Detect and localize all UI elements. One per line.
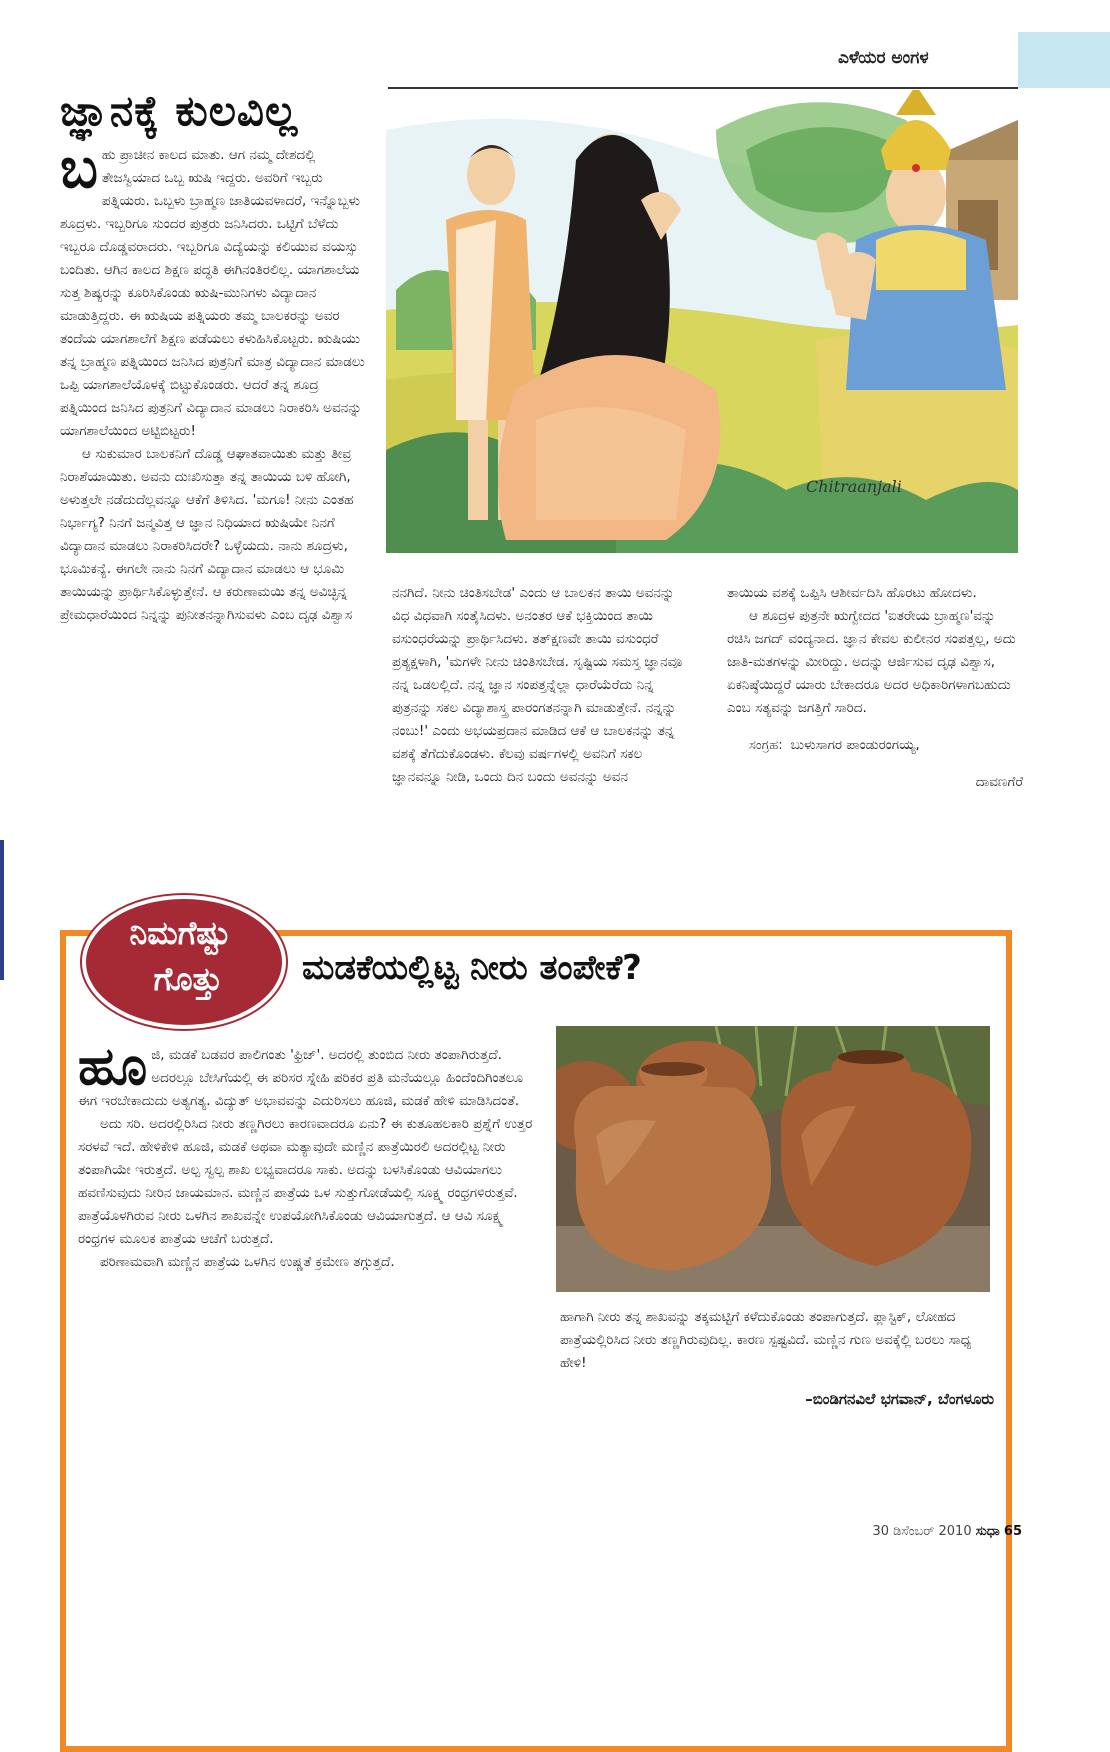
page-footer xyxy=(872,1524,1022,1539)
section-tab xyxy=(1018,32,1110,88)
story-column-2 xyxy=(392,582,696,789)
fact-paragraph: ಪರಿಣಾಮವಾಗಿ ಮಣ್ಣಿನ ಪಾತ್ರೆಯ ಒಳಗಿನ ಉಷ್ಣತೆ ಕ್ರಮೇಣ ತಗ್ಗುತ್ತದೆ. xyxy=(100,1254,395,1270)
fact-paragraph: ಹಾಗಾಗಿ ನೀರು ತನ್ನ ಶಾಖವನ್ನು ತಕ್ಕಮಟ್ಟಿಗೆ ಕಳೆದುಕೊಂಡು ತಂಪಾಗುತ್ತದೆ. ಪ್ಲಾಸ್ಟಿಕ್, ಲೋಹದ ಪಾತ್ರೆಯಲ್ಲಿರಿಸಿದ ನೀರು ತಣ್ಣಗಿರುವುದಿಲ್ಲ. ಕಾರಣ ಸ್ಪಷ್ಟವಿದೆ. ಮಣ್ಣಿನ ಗುಣ ಅವಕ್ಕೆಲ್ಲಿ ಬರಲು ಸಾಧ್ಯ ಹೇಳಿ! xyxy=(560,1309,972,1371)
credit-label: ಸಂಗ್ರಹ: xyxy=(749,738,783,753)
story-dropcap: ಬ xyxy=(60,136,98,201)
badge-line-1: ನಿಮಗೆಷ್ಟು xyxy=(129,914,231,952)
fact-column-1 xyxy=(78,1037,536,1274)
header-rule xyxy=(388,87,1018,89)
story-paragraph: ಆ ಸುಕುಮಾರ ಬಾಲಕನಿಗೆ ದೊಡ್ಡ ಆಘಾತವಾಯಿತು ಮತ್ತು ತೀವ್ರ ನಿರಾಶೆಯಾಯಿತು. ಅವನು ದುಃಖಿಸುತ್ತಾ ತನ್ನ ತಾಯಿಯ ಬಳಿ ಹೋಗಿ, ಅಳುತ್ತಲೇ ನಡೆದುದೆಲ್ಲವನ್ನೂ ಆಕೆಗೆ ತಿಳಿಸಿದ. 'ಮಗೂ! ನೀನು ಎಂತಹ ನಿರ್ಭಾಗ್ಯ? ನಿನಗೆ ಜನ್ಮವಿತ್ತ ಆ ಜ್ಞಾನ ನಿಧಿಯಾದ ಋಷಿಯೇ ನಿನಗೆ ವಿದ್ಯಾದಾನ ಮಾಡಲು ನಿರಾಕರಿಸಿದರೇ? ಒಳ್ಳೆಯದು. ನಾನು ಶೂದ್ರಳು, ಭೂಮಿಕನ್ಯೆ. ಈಗಲೇ ನಾನು ನಿನಗೆ ವಿದ್ಯಾದಾನ ಮಾಡಲು ಆ ಭೂಮಿ ತಾಯಿಯನ್ನು ಪ್ರಾರ್ಥಿಸಿಕೊಳ್ಳುತ್ತೇನೆ. ಆ ಕರುಣಾಮಯಿ ತನ್ನ ಅವಿಚ್ಛಿನ್ನ ಪ್ರೇಮಧಾರೆಯಿಂದ ನಿನ್ನನ್ನು ಪುನೀತನನ್ನಾಗಿಸುವಳು ಎಂಬ ದೃಢ ವಿಶ್ವಾಸ xyxy=(60,446,354,623)
footer-date: 30 ಡಿಸೆಂಬರ್ 2010 xyxy=(872,1524,972,1539)
story-paragraph: ತಾಯಿಯ ವಶಕ್ಕೆ ಒಪ್ಪಿಸಿ ಆಶೀರ್ವದಿಸಿ ಹೊರಟು ಹೋದಳು. xyxy=(727,585,977,601)
story-title: ಜ್ಞಾನಕ್ಕೆ ಕುಲವಿಲ್ಲ xyxy=(60,86,299,135)
fact-paragraph: ಜಿ, ಮಡಕೆ ಬಡವರ ಪಾಲಿಗಂತು 'ಫ್ರಿಜ್'. ಅದರಲ್ಲಿ ತುಂಬಿದ ನೀರು ತಂಪಾಗಿರುತ್ತದೆ. ಅದರಲ್ಲೂ ಬೇಸಿಗೆಯಲ್ಲಿ ಈ ಪರಿಸರ ಸ್ನೇಹಿ ಪರಿಕರ ಪ್ರತಿ ಮನೆಯಲ್ಲೂ ಹಿಂದೆಂದಿಗಿಂತಲೂ ಈಗ ಇರಬೇಕಾದುದು ಅತ್ಯಗತ್ಯ. ವಿದ್ಯುತ್ ಅಭಾವವನ್ನು ಎದುರಿಸಲು ಹೂಜಿ, ಮಡಕೆ ಹೇಳಿ ಮಾಡಿಸಿದಂತೆ. xyxy=(78,1047,524,1109)
footer-page-number: 65 xyxy=(1003,1524,1022,1539)
fact-paragraph: ಅದು ಸರಿ. ಅದರಲ್ಲಿರಿಸಿದ ನೀರು ತಣ್ಣಗಿರಲು ಕಾರಣವಾದರೂ ಏನು? ಈ ಕುತೂಹಲಕಾರಿ ಪ್ರಶ್ನೆಗೆ ಉತ್ತರ ಸರಳವೆ ಇದೆ. ಹೇಳಿಕೇಳಿ ಹೂಜಿ, ಮಡಕೆ ಅಥವಾ ಮತ್ಯಾವುದೇ ಮಣ್ಣಿನ ಪಾತ್ರೆಯಿರಲಿ ಅದರಲ್ಲಿಟ್ಟ ನೀರು ತಂಪಾಗಿಯೇ ಇರುತ್ತದೆ. ಅಲ್ಪ ಸ್ವಲ್ಪ ಶಾಖ ಲಭ್ಯವಾದರೂ ಸಾಕು. ಅದನ್ನು ಬಳಸಿಕೊಂಡು ಆವಿಯಾಗಲು ಹವಣಿಸುವುದು ನೀರಿನ ಜಾಯಮಾನ. ಮಣ್ಣಿನ ಪಾತ್ರೆಯ ಒಳ ಸುತ್ತುಗೋಡೆಯಲ್ಲಿ ಸೂಕ್ಷ್ಮ ರಂಧ್ರಗಳಿರುತ್ತವೆ. ಪಾತ್ರೆಯೊಳಗಿರುವ ನೀರು ಒಳಗಿನ ಶಾಖವನ್ನೇ ಉಪಯೋಗಿಸಿಕೊಂಡು ಆವಿಯಾಗುತ್ತದೆ. ಆ ಆವಿ ಸೂಕ್ಷ್ಮ ರಂಧ್ರಗಳ ಮೂಲಕ ಪಾತ್ರೆಯ ಆಚೆಗೆ ಬರುತ್ತದೆ. xyxy=(78,1116,533,1247)
story-illustration xyxy=(386,90,1018,553)
story-paragraph: ನನಗಿದೆ. ನೀನು ಚಿಂತಿಸಬೇಡ' ಎಂದು ಆ ಬಾಲಕನ ತಾಯಿ ಅವನನ್ನು ವಿಧ ವಿಧವಾಗಿ ಸಂತೈಸಿದಳು. ಅನಂತರ ಆಕೆ ಭಕ್ತಿಯಿಂದ ತಾಯಿ ವಸುಂಧರೆಯನ್ನು ಪ್ರಾರ್ಥಿಸಿದಳು. ತತ್‌ಕ್ಷಣವೇ ತಾಯಿ ವಸುಂಧರೆ ಪ್ರತ್ಯಕ್ಷಳಾಗಿ, 'ಮಗಳೇ ನೀನು ಚಿಂತಿಸಬೇಡ. ಸೃಷ್ಟಿಯ ಸಮಸ್ತ ಜ್ಞಾನವೂ ನನ್ನ ಒಡಲಲ್ಲಿದೆ. ನನ್ನ ಜ್ಞಾನ ಸಂಪತ್ತನ್ನೆಲ್ಲಾ ಧಾರೆಯೆರೆದು ನಿನ್ನ ಪುತ್ರನನ್ನು ಸಕಲ ವಿದ್ಯಾಶಾಸ್ತ್ರ ಪಾರಂಗತನನ್ನಾಗಿ ಮಾಡುತ್ತೇನೆ. ನನ್ನನ್ನು ನಂಬು!' ಎಂದು ಅಭಯಪ್ರದಾನ ಮಾಡಿದ ಆಕೆ ಆ ಬಾಲಕನನ್ನು ತನ್ನ ವಶಕ್ಕೆ ತೆಗೆದುಕೊಂಡಳು. ಕೆಲವು ವರ್ಷಗಳಲ್ಲಿ ಅವನಿಗೆ ಸಕಲ ಜ್ಞಾನವನ್ನೂ ನೀಡಿ, ಒಂದು ದಿನ ಬಂದು ಅವನನ್ನು ಅವನ xyxy=(392,585,683,785)
fact-box-title: ಮಡಕೆಯಲ್ಲಿಟ್ಟ ನೀರು ತಂಪೇಕೆ? xyxy=(302,948,642,988)
story-column-1 xyxy=(60,136,366,627)
story-credit xyxy=(727,734,1023,757)
fact-column-2 xyxy=(560,1306,1000,1375)
credit-name: ಬುಳುಸಾಗರ ಪಾಂಡುರಂಗಯ್ಯ, xyxy=(790,737,920,753)
badge-line-2: ಗೊತ್ತು xyxy=(153,960,223,998)
clay-pots-photo xyxy=(556,1026,990,1292)
illustration-signature: Chitraanjali xyxy=(806,477,902,496)
fact-dropcap: ಹೂ xyxy=(78,1037,148,1097)
fact-byline: –ಬಿಂಡಿಗನವಿಲೆ ಭಗವಾನ್, ಬೆಂಗಳೂರು xyxy=(805,1390,994,1408)
story-paragraph: ಆ ಶೂದ್ರಳ ಪುತ್ರನೇ ಋಗ್ವೇದದ 'ಐತರೇಯ ಬ್ರಾಹ್ಮಣ'ವನ್ನು ರಚಿಸಿ ಜಗದ್ ವಂದ್ಯನಾದ. ಜ್ಞಾನ ಕೇವಲ ಕುಲೀನರ ಸಂಪತ್ತಲ್ಲ, ಅದು ಜಾತಿ-ಮತಗಳನ್ನು ಮೀರಿದ್ದು. ಅದನ್ನು ಆರ್ಜಿಸುವ ದೃಢ ವಿಶ್ವಾಸ, ಏಕನಿಷ್ಠೆಯಿದ್ದರೆ ಯಾರು ಬೇಕಾದರೂ ಅದರ ಅಧಿಕಾರಿಗಳಾಗಬಹುದು ಎಂಬ ಸತ್ಯವನ್ನು ಜಗತ್ತಿಗೆ ಸಾರಿದ. xyxy=(727,608,1016,716)
page-edge-strip xyxy=(0,840,4,980)
footer-magazine: ಸುಧಾ xyxy=(975,1524,1000,1539)
story-paragraph: ಹು ಪ್ರಾಚೀನ ಕಾಲದ ಮಾತು. ಆಗ ನಮ್ಮ ದೇಶದಲ್ಲಿ ತೇಜಸ್ವಿಯಾದ ಒಬ್ಬ ಋಷಿ ಇದ್ದರು. ಅವರಿಗೆ ಇಬ್ಬರು ಪತ್ನಿಯರು. ಒಬ್ಬಳು ಬ್ರಾಹ್ಮಣ ಜಾತಿಯವಳಾದರೆ, ಇನ್ನೊಬ್ಬಳು ಶೂದ್ರಳು. ಇಬ್ಬರಿಗೂ ಸುಂದರ ಪುತ್ರರು ಜನಿಸಿದರು. ಒಟ್ಟಿಗೆ ಬೆಳೆದು ಇಬ್ಬರೂ ದೊಡ್ಡವರಾದರು. ಇಬ್ಬರಿಗೂ ವಿದ್ಯೆಯನ್ನು ಕಲಿಯುವ ವಯಸ್ಸು ಬಂದಿತು. ಆಗಿನ ಕಾಲದ ಶಿಕ್ಷಣ ಪದ್ಧತಿ ಈಗಿನಂತಿರಲಿಲ್ಲ. ಯಾಗಶಾಲೆಯ ಸುತ್ತ ಶಿಷ್ಯರನ್ನು ಕೂರಿಸಿಕೊಂಡು ಋಷಿ-ಮುನಿಗಳು ವಿದ್ಯಾದಾನ ಮಾಡುತ್ತಿದ್ದರು. ಈ ಋಷಿಯ ಪತ್ನಿಯರು ತಮ್ಮ ಬಾಲಕರನ್ನು ಅವರ ತಂದೆಯ ಯಾಗಶಾಲೆಗೆ ಶಿಕ್ಷಣ ಪಡೆಯಲು ಕಳುಹಿಸಿಕೊಟ್ಟರು. ಋಷಿಯು ತನ್ನ ಬ್ರಾಹ್ಮಣ ಪತ್ನಿಯಿಂದ ಜನಿಸಿದ ಪುತ್ರನಿಗೆ ಮಾತ್ರ ವಿದ್ಯಾದಾನ ಮಾಡಲು ಒಪ್ಪಿ ಯಾಗಶಾಲೆಯೊಳಕ್ಕೆ ಬಿಟ್ಟುಕೊಂಡರು. ಆದರೆ ತನ್ನ ಶೂದ್ರ ಪತ್ನಿಯಿಂದ ಜನಿಸಿದ ಪುತ್ರನಿಗೆ ವಿದ್ಯಾದಾನ ಮಾಡಲು ನಿರಾಕರಿಸಿ ಅವನನ್ನು ಯಾಗಶಾಲೆಯಿಂದ ಅಟ್ಟಿಬಿಟ್ಟರು! xyxy=(60,147,365,439)
section-label: ಎಳೆಯರ ಅಂಗಳ xyxy=(838,48,929,68)
story-column-3 xyxy=(727,582,1023,794)
credit-place: ದಾವಣಗೆರೆ xyxy=(975,774,1023,790)
